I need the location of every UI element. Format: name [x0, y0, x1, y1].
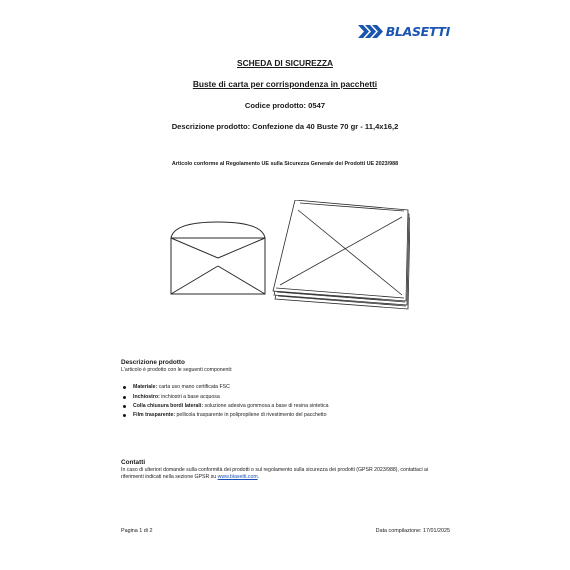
envelopes-illustration: [160, 200, 410, 320]
list-item: [121, 384, 461, 391]
contacts-heading: Contatti: [121, 459, 146, 466]
product-code: Codice prodotto: 0547: [244, 101, 326, 110]
blasetti-logo: [358, 24, 450, 39]
component-separator: :: [173, 412, 177, 419]
single-envelope-icon: [171, 222, 265, 294]
list-item: [121, 403, 461, 410]
component-label: Colla chiusura bordi laterali: [133, 402, 202, 409]
conformity-statement: Articolo conforme al Regolamento UE sulla Sicurezza Generale dei Prodotti UE 2023/988: [171, 161, 399, 167]
component-label: Film trasparente: [133, 412, 174, 419]
description-heading: Descrizione prodotto: [121, 359, 185, 366]
contacts-body: [121, 467, 451, 481]
envelope-pack-icon: [273, 200, 410, 309]
component-label: Materiale: [133, 384, 156, 391]
component-separator: :: [201, 402, 205, 409]
document-title: SCHEDA DI SICUREZZA: [236, 58, 333, 68]
component-text: soluzione adesiva gommosa a base di resina sintetica: [204, 402, 329, 409]
component-text: inchiostri a base acquosa: [161, 393, 220, 400]
contacts-section: [121, 459, 451, 482]
component-label: Inchiostro: [133, 393, 159, 400]
component-text: carta uso mano certificata FSC: [158, 384, 230, 391]
description-intro: L'articolo è prodotto con le seguenti componenti:: [121, 367, 233, 374]
component-separator: :: [158, 393, 162, 400]
description-section: [121, 359, 461, 421]
component-separator: :: [155, 384, 159, 391]
document-subtitle: Buste di carta per corrispondenza in pacchetti: [192, 79, 378, 89]
compilation-date: Data compilazione: 17/01/2025: [375, 528, 450, 534]
contacts-text: In caso di ulteriori domande sulla conformità dei prodotti o sul regolamento sulla sicurezza dei prodotti (GPSR 2023/988), contattaci ai riferimenti indicati nella sezione GPSR su: [121, 467, 429, 481]
contacts-tail: .: [257, 474, 260, 481]
logo-text: BLASETTI: [385, 24, 450, 39]
product-description-line: Descrizione prodotto: Confezione da 40 Buste 70 gr - 11,4x16,2: [171, 122, 399, 131]
components-list: [121, 384, 461, 419]
component-text: pellicola trasparente in polipropilene di rivestimento del pacchetto: [176, 412, 327, 419]
list-item: [121, 394, 461, 401]
logo-mark-icon: [358, 25, 384, 38]
page-number: Pagina 1 di 2: [121, 528, 153, 534]
website-link[interactable]: www.blasetti.com: [217, 474, 258, 481]
list-item: [121, 412, 461, 419]
